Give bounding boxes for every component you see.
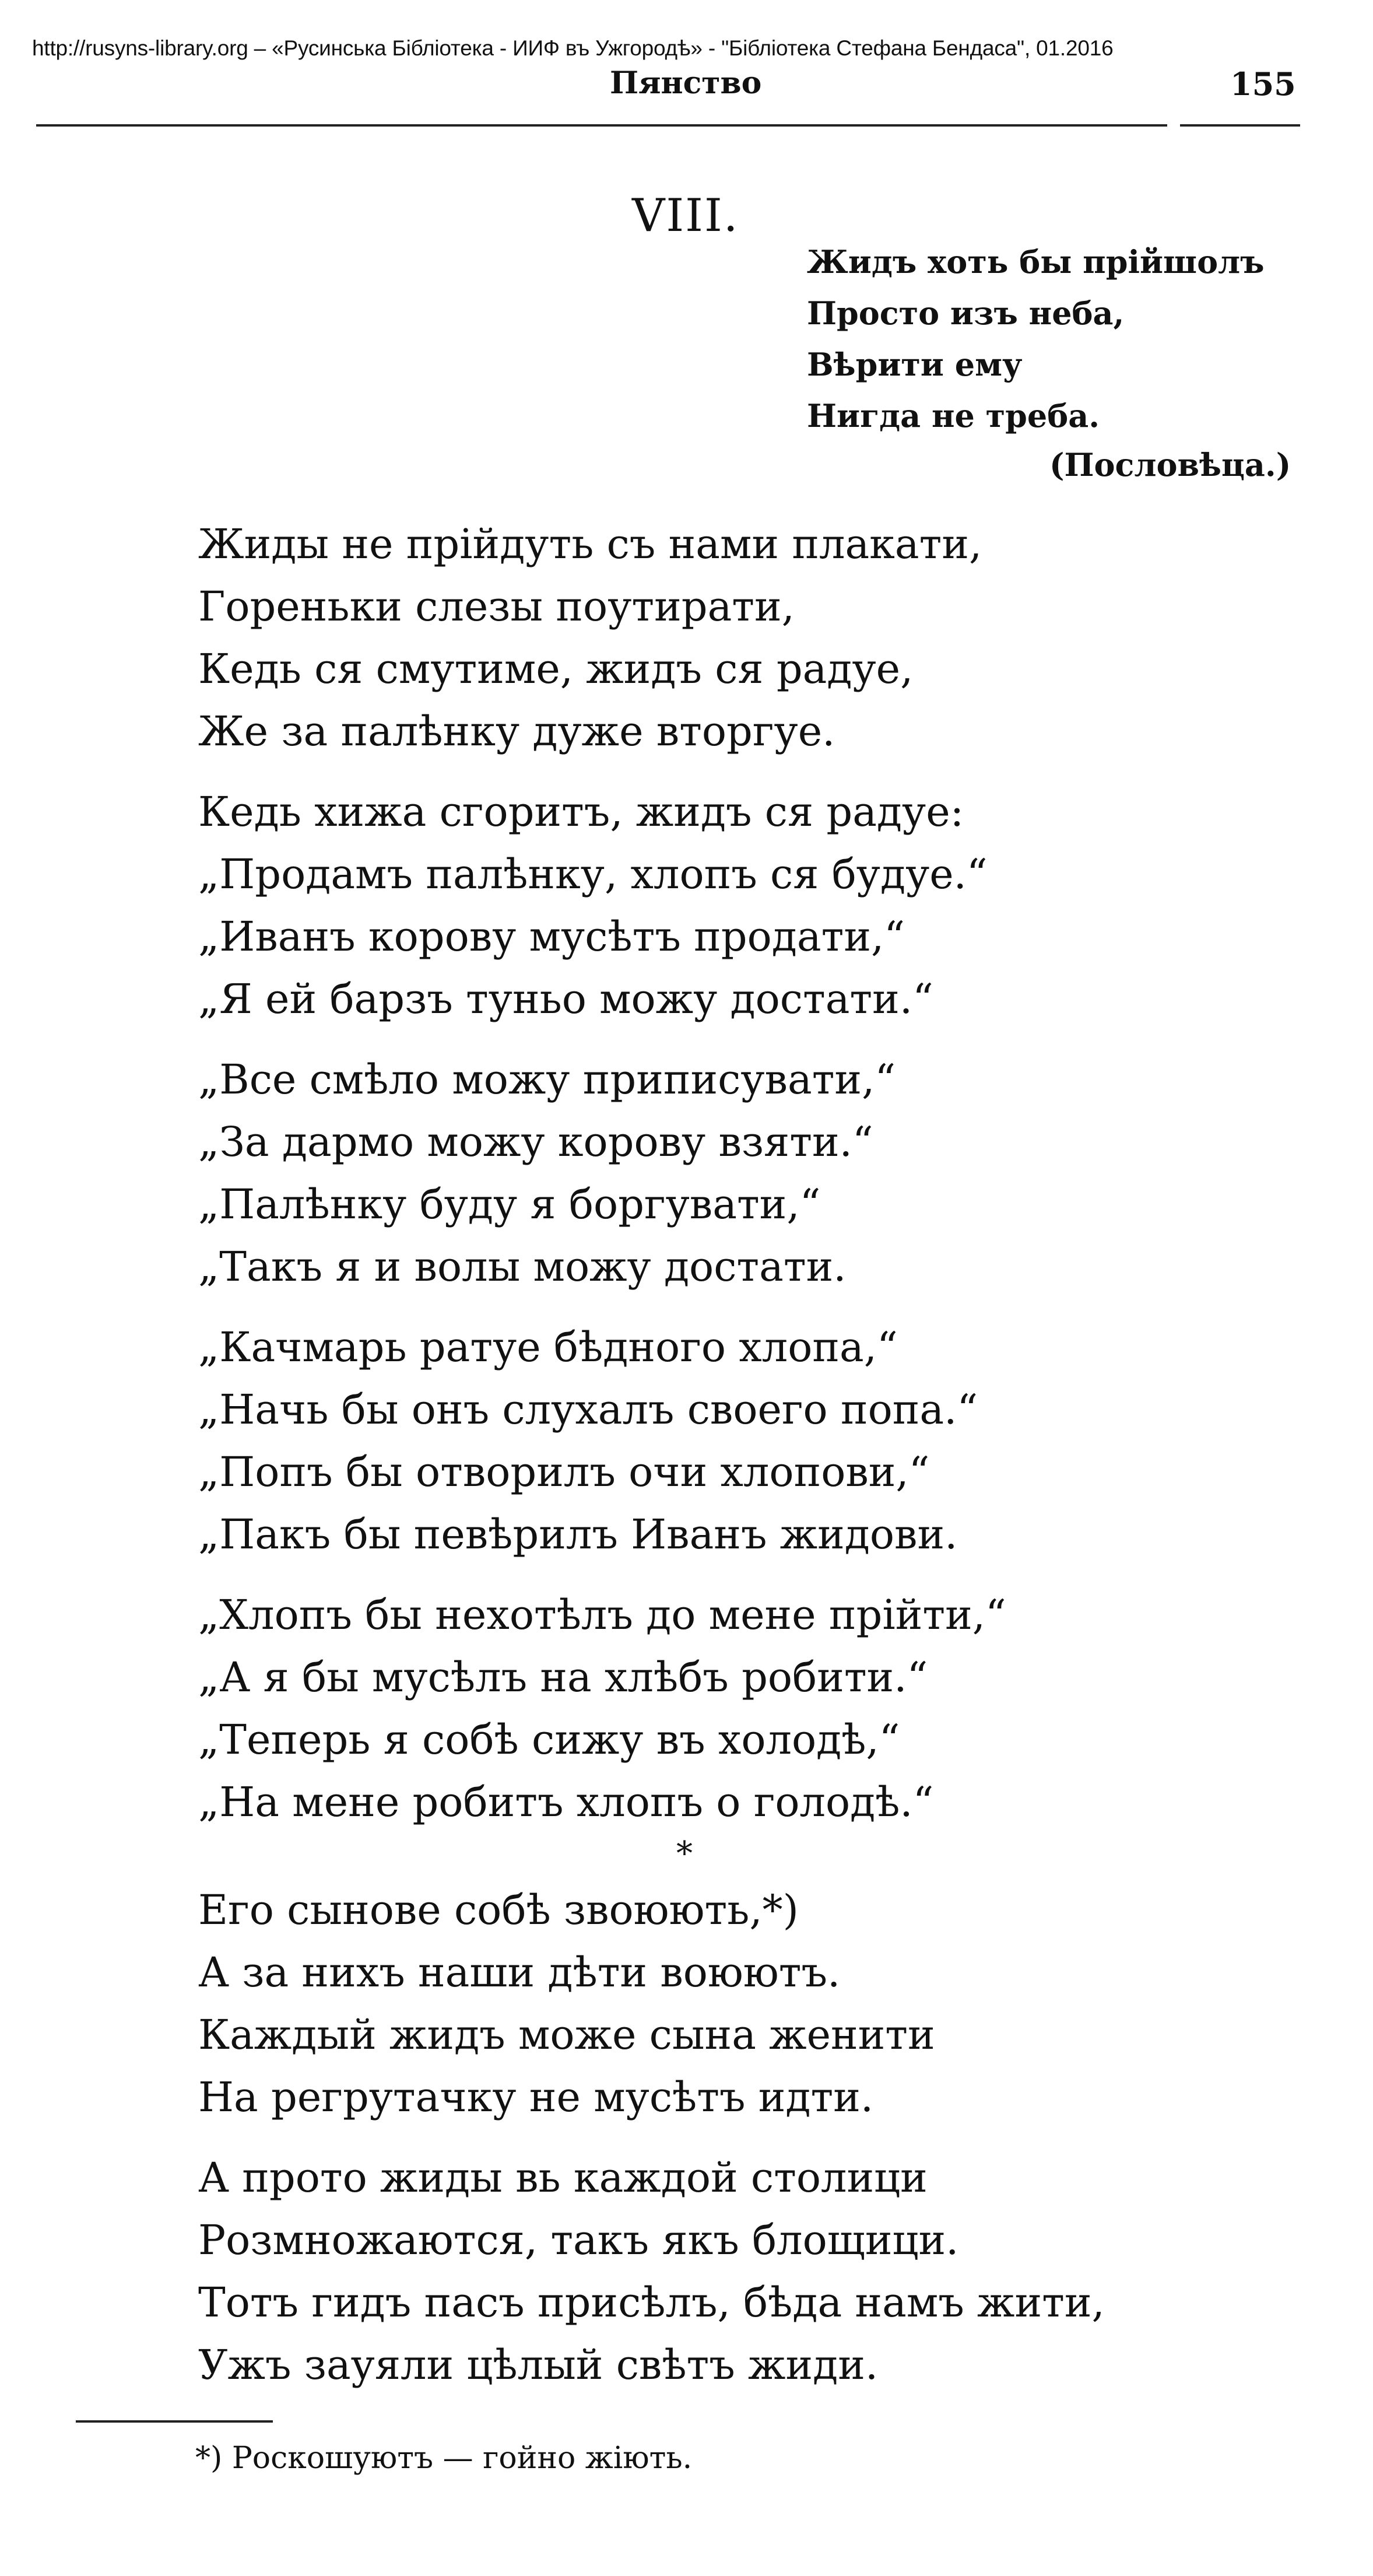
verse-line: Розмножаются, такъ якъ блощици. — [198, 2216, 959, 2264]
verse-line: На регрутачку не мусѣтъ идти. — [198, 2073, 874, 2121]
stanza — [198, 1879, 1306, 2129]
verse-line: „Иванъ корову мусѣтъ продати,“ — [198, 913, 905, 961]
section-numeral: VIII. — [632, 190, 739, 242]
stanza — [198, 1316, 1306, 1566]
verse-line: „Продамъ палѣнку, хлопъ ся будуе.“ — [198, 850, 988, 898]
verse-line: Жиды не прійдуть съ нами плакати, — [198, 520, 982, 568]
verse-line: А прото жиды вь каждой столици — [198, 2154, 928, 2202]
verse-line: Ужъ зауяли цѣлый свѣтъ жиди. — [198, 2341, 879, 2389]
verse-line: А за нихъ наши дѣти воюютъ. — [198, 1948, 841, 1996]
verse-line: Гореньки слезы поутирати, — [198, 583, 795, 630]
verse-line: „Все смѣло можу приписувати,“ — [198, 1056, 896, 1103]
verse-line: „Начь бы онъ слухалъ своего попа.“ — [198, 1386, 978, 1434]
section-separator-asterisk: * — [676, 1835, 693, 1873]
epigraph-line: Нигда не треба. — [807, 397, 1100, 434]
header-rule — [36, 124, 1167, 127]
verse-line: Кедь хижа сгоритъ, жидъ ся радуе: — [198, 788, 964, 836]
stanza — [198, 1584, 1306, 1834]
verse-line: Его сынове собѣ звоюють,*) — [198, 1886, 799, 1934]
stanza — [198, 2147, 1306, 2396]
footnote-rule — [76, 2420, 273, 2423]
stanza — [198, 513, 1306, 763]
verse-line: „За дармо можу корову взяти.“ — [198, 1118, 873, 1166]
verse-line: „Попъ бы отворилъ очи хлопови,“ — [198, 1448, 930, 1496]
verse-line: „Качмарь ратуе бѣдного хлопа,“ — [198, 1323, 898, 1371]
verse-line: Каждый жидъ може сына женити — [198, 2011, 935, 2059]
verse-line: „Хлопъ бы нехотѣлъ до мене прійти,“ — [198, 1591, 1006, 1639]
footnote: *) Роскошуютъ — гойно жіють. — [195, 2441, 693, 2476]
verse-line: Тотъ гидъ пасъ присѣлъ, бѣда намъ жити, — [198, 2279, 1105, 2326]
verse-line: „Пакъ бы певѣрилъ Иванъ жидови. — [198, 1510, 958, 1558]
epigraph-line: Жидъ хоть бы прійшолъ — [807, 243, 1265, 281]
epigraph-source: (Пословѣца.) — [1049, 446, 1291, 483]
epigraph — [807, 236, 1314, 441]
poem-body — [198, 513, 1306, 2414]
verse-line: „Палѣнку буду я боргувати,“ — [198, 1180, 821, 1228]
epigraph-line: Вѣрити ему — [807, 346, 1023, 383]
verse-line: Кедь ся смутиме, жидъ ся радуе, — [198, 645, 914, 693]
stanza — [198, 1049, 1306, 1298]
running-head-title: Пянство — [610, 65, 762, 101]
verse-line: „На мене робитъ хлопъ о голодѣ.“ — [198, 1778, 934, 1826]
verse-line: „А я бы мусѣлъ на хлѣбъ робити.“ — [198, 1653, 928, 1701]
header-rule-right — [1180, 124, 1300, 127]
verse-line: Же за палѣнку дуже вторгуе. — [198, 707, 835, 755]
stanza — [198, 781, 1306, 1031]
source-attribution-line: http://rusyns-library.org – «Русинська Бібліотека - ИИФ въ Ужгородѣ» - "Бібліотека Стефана Бендаса", 01.2016 — [32, 36, 1114, 60]
page-number: 155 — [1230, 65, 1296, 103]
verse-line: „Такъ я и волы можу достати. — [198, 1243, 847, 1291]
verse-line: „Я ей барзъ туньо можу достати.“ — [198, 975, 933, 1023]
epigraph-line: Просто изъ неба, — [807, 295, 1125, 332]
verse-line: „Теперь я собѣ сижу въ холодѣ,“ — [198, 1716, 900, 1764]
